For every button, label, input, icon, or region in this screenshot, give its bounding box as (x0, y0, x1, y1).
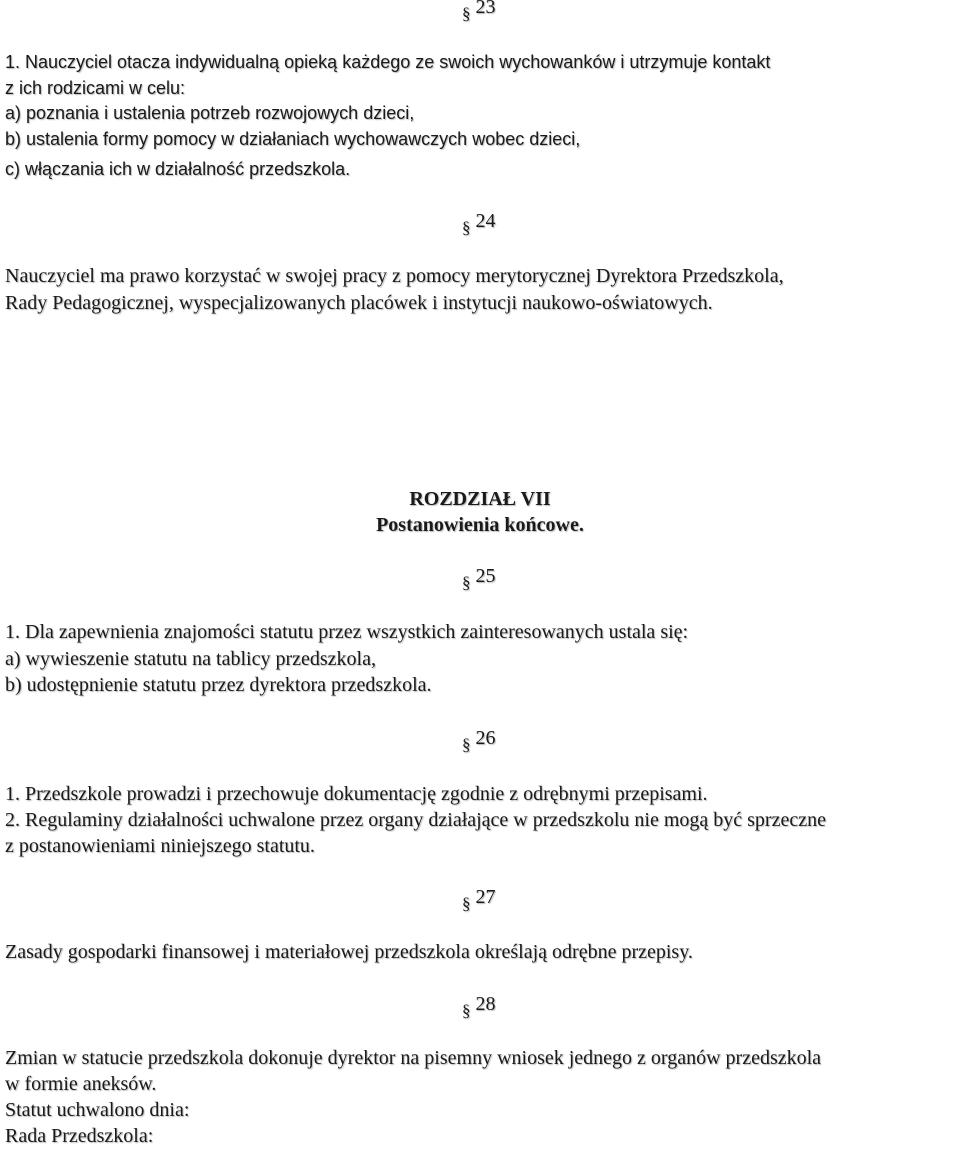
chapter-subtitle: Postanowienia końcowe. (376, 514, 584, 536)
section-symbol: § (462, 735, 471, 754)
paragraph-23-line-5: c) włączania ich w działalność przedszkola. (5, 159, 351, 179)
paragraph-23-line-1: 1. Nauczyciel otacza indywidualną opieką każdego ze swoich wychowanków i utrzymuje kontakt (5, 52, 771, 72)
paragraph-25-line-2: a) wywieszenie statutu na tablicy przedszkola, (5, 648, 376, 670)
section-heading-26 (462, 727, 496, 754)
kindergarten-council-label: Rada Przedszkola: (5, 1125, 154, 1147)
section-symbol: § (462, 1001, 471, 1020)
section-number: 23 (475, 0, 496, 18)
section-heading-23 (462, 0, 496, 23)
section-number: 27 (475, 886, 496, 908)
paragraph-24-line-2: Rady Pedagogicznej, wyspecjalizowanych placówek i instytucji naukowo-oświatowych. (5, 292, 713, 314)
section-symbol: § (462, 894, 471, 913)
section-number: 25 (475, 565, 496, 587)
section-number: 24 (475, 210, 496, 232)
section-heading-24 (462, 210, 496, 237)
paragraph-23-line-4: b) ustalenia formy pomocy w działaniach wychowawczych wobec dzieci, (5, 129, 581, 149)
section-symbol: § (462, 218, 471, 237)
paragraph-26-line-1: 1. Przedszkole prowadzi i przechowuje dokumentację zgodnie z odrębnymi przepisami. (5, 783, 708, 805)
section-symbol: § (462, 573, 471, 592)
section-heading-27 (462, 886, 496, 913)
paragraph-24-line-1: Nauczyciel ma prawo korzystać w swojej pracy z pomocy merytorycznej Dyrektora Przedszkola, (5, 265, 784, 287)
paragraph-23-line-3: a) poznania i ustalenia potrzeb rozwojowych dzieci, (5, 103, 415, 123)
section-heading-25 (462, 565, 496, 592)
paragraph-25-line-3: b) udostępnienie statutu przez dyrektora przedszkola. (5, 674, 432, 696)
paragraph-23-line-2: z ich rodzicami w celu: (5, 78, 186, 98)
chapter-title: ROZDZIAŁ VII (409, 488, 551, 510)
paragraph-28-line-2: w formie aneksów. (5, 1073, 157, 1095)
statute-adoption-date-label: Statut uchwalono dnia: (5, 1099, 190, 1121)
section-symbol: § (462, 4, 471, 23)
section-heading-28 (462, 993, 496, 1020)
paragraph-26-line-2: 2. Regulaminy działalności uchwalone przez organy działające w przedszkolu nie mogą być sprzeczne (5, 809, 826, 831)
section-number: 28 (475, 993, 496, 1015)
paragraph-26-line-3: z postanowieniami niniejszego statutu. (5, 835, 315, 857)
paragraph-28-line-1: Zmian w statucie przedszkola dokonuje dyrektor na pisemny wniosek jednego z organów przedszkola (5, 1047, 822, 1069)
section-number: 26 (475, 727, 496, 749)
paragraph-27-line-1: Zasady gospodarki finansowej i materiałowej przedszkola określają odrębne przepisy. (5, 941, 693, 963)
paragraph-25-line-1: 1. Dla zapewnienia znajomości statutu przez wszystkich zainteresowanych ustala się: (5, 621, 689, 643)
